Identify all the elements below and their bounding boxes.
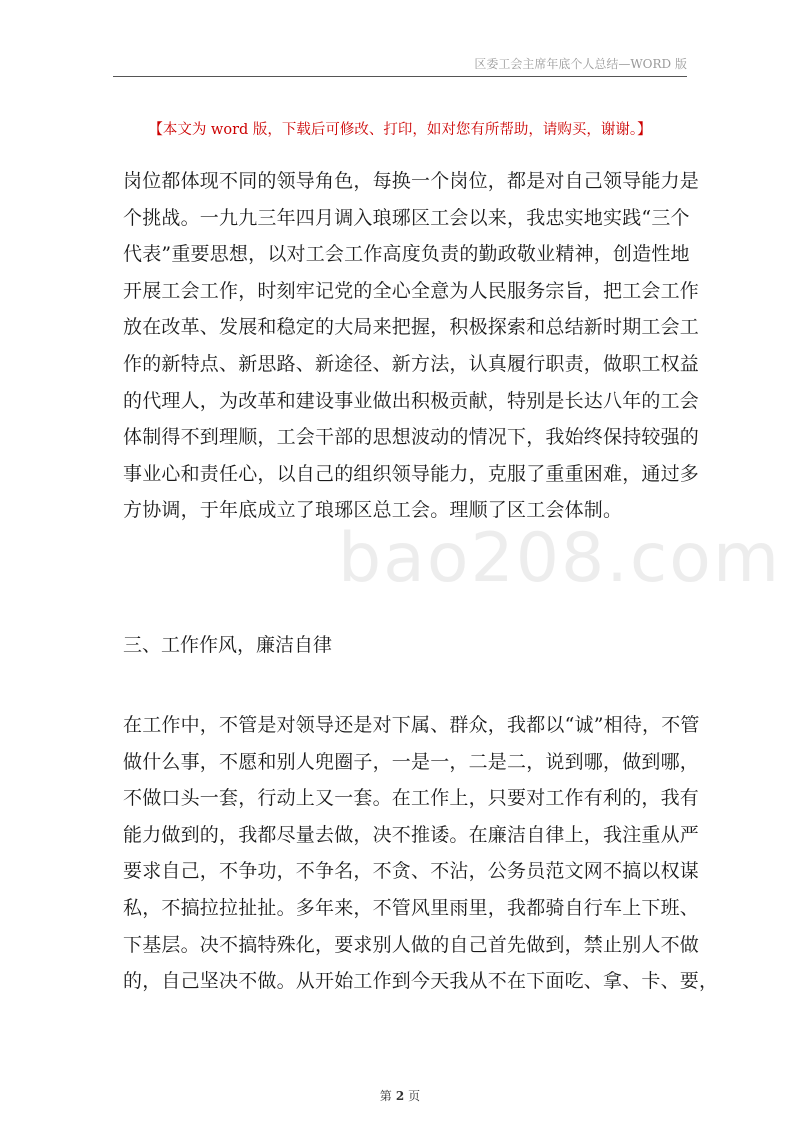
watermark: bao208.com bbox=[338, 519, 782, 598]
text-line: 放在改革、发展和稳定的大局来把握，积极探索和总结新时期工会工 bbox=[123, 316, 700, 339]
text-line: 的代理人，为改革和建设事业做出积极贡献，特别是长达八年的工会 bbox=[123, 389, 700, 412]
text-line: 不做口头一套，行动上又一套。在工作上，只要对工作有利的，我有 bbox=[123, 787, 700, 810]
text-line: 体制得不到理顺，工会干部的思想波动的情况下，我始终保持较强的 bbox=[123, 426, 700, 449]
text-line: 在工作中，不管是对领导还是对下属、群众，我都以“诚”相待，不管 bbox=[123, 714, 700, 736]
text-line: 事业心和责任心，以自己的组织领导能力，克服了重重困难，通过多 bbox=[123, 462, 700, 485]
text-line: 下基层。决不搞特殊化，要求别人做的自己首先做到，禁止别人不做 bbox=[123, 933, 700, 956]
download-notice: 【本文为 word 版，下载后可修改、打印，如对您有所帮助，请购买，谢谢。】 bbox=[148, 122, 652, 138]
page-suffix: 页 bbox=[408, 1089, 421, 1103]
header-divider bbox=[113, 76, 687, 77]
text-line: 方协调，于年底成立了琅琊区总工会。理顺了区工会体制。 bbox=[123, 499, 623, 522]
text-line: 的，自己坚决不做。从开始工作到今天我从不在下面吃、拿、卡、要， bbox=[123, 970, 719, 993]
running-header: 区委工会主席年底个人总结—WORD 版 bbox=[474, 57, 687, 71]
page-number: 2 bbox=[395, 1089, 405, 1103]
text-line: 代表”重要思想，以对工会工作高度负责的勤政敬业精神，创造性地 bbox=[123, 243, 690, 266]
text-line: 做什么事，不愿和别人兜圈子，一是一，二是二，说到哪，做到哪， bbox=[123, 750, 700, 773]
text-line: 作的新特点、新思路、新途径、新方法，认真履行职责，做职工权益 bbox=[123, 352, 700, 375]
paragraph-1 bbox=[123, 163, 700, 529]
text-line: 开展工会工作，时刻牢记党的全心全意为人民服务宗旨，把工会工作 bbox=[123, 279, 700, 302]
paragraph-2 bbox=[123, 707, 719, 1000]
text-line: 私，不搞拉拉扯扯。多年来，不管风里雨里，我都骑自行车上下班、 bbox=[123, 896, 700, 919]
page-footer bbox=[0, 1087, 800, 1104]
text-line: 个挑战。一九九三年四月调入琅琊区工会以来，我忠实地实践“三个 bbox=[123, 206, 690, 229]
page-prefix: 第 bbox=[379, 1089, 392, 1103]
text-line: 要求自己，不争功，不争名，不贪、不沾，公务员范文网不搞以权谋 bbox=[123, 860, 700, 883]
section-heading: 三、工作作风，廉洁自律 bbox=[123, 634, 333, 656]
text-line: 岗位都体现不同的领导角色，每换一个岗位，都是对自己领导能力是 bbox=[123, 170, 700, 192]
text-line: 能力做到的，我都尽量去做，决不推诿。在廉洁自律上，我注重从严 bbox=[123, 823, 700, 846]
